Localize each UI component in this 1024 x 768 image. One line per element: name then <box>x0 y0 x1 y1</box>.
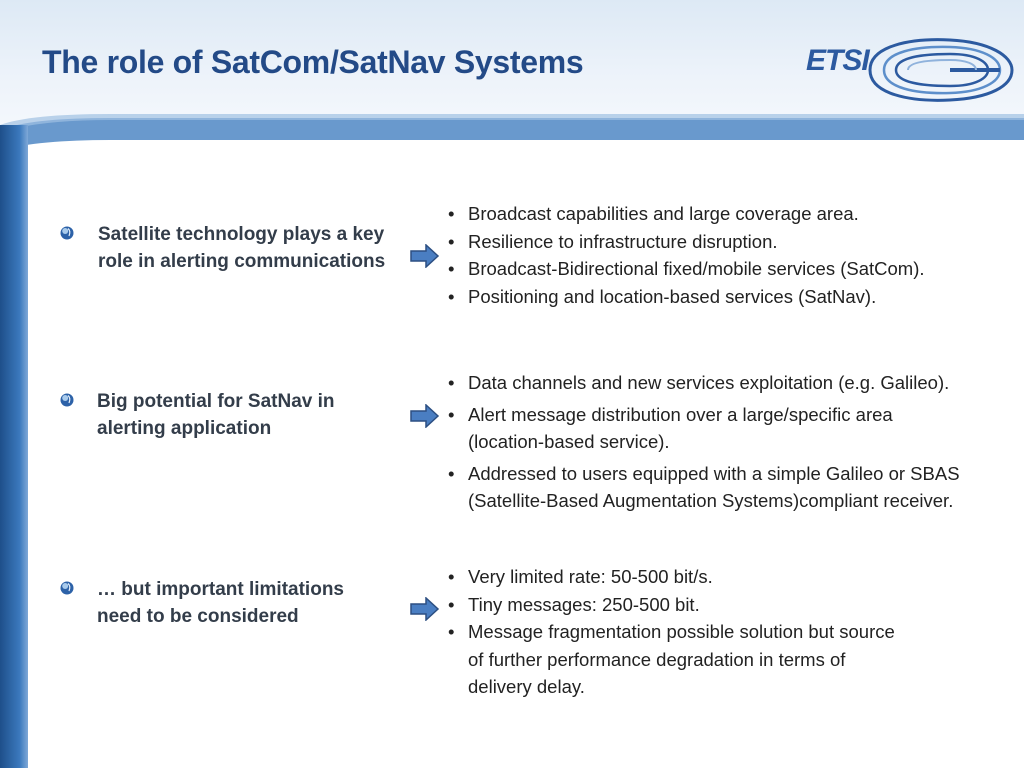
right-arrow-icon <box>410 404 440 428</box>
detail-list-1 <box>448 200 1018 310</box>
detail-item: • Addressed to users equipped with a simple Galileo or SBAS (Satellite-Based Augmentation Systems)compliant receiver. <box>448 460 998 515</box>
detail-list-2 <box>448 369 1018 515</box>
globe-bullet-icon <box>60 393 74 407</box>
right-arrow-icon <box>410 244 440 268</box>
summary-text: Big potential for SatNav in alerting application <box>97 391 335 439</box>
globe-bullet-icon <box>60 226 74 240</box>
summary-point-2 <box>60 388 400 442</box>
slide-title: The role of SatCom/SatNav Systems <box>42 44 584 80</box>
detail-item: • Broadcast capabilities and large coverage area. <box>448 200 1018 228</box>
summary-point-3 <box>60 576 400 630</box>
right-arrow-icon <box>410 597 440 621</box>
detail-list-3 <box>448 563 1018 701</box>
summary-text: Satellite technology plays a key role in alerting communications <box>98 224 386 272</box>
etsi-logo-text: ETSI <box>806 44 869 77</box>
detail-item: • Message fragmentation possible solution but source of further performance degradation in terms of delivery delay. <box>448 618 908 701</box>
globe-bullet-icon <box>60 581 74 595</box>
detail-item: • Very limited rate: 50-500 bit/s. <box>448 563 1018 591</box>
detail-item: • Data channels and new services exploitation (e.g. Galileo). <box>448 369 1018 397</box>
left-accent-bar <box>0 125 28 768</box>
summary-point-1 <box>60 221 400 275</box>
detail-item: • Alert message distribution over a large/specific area (location-based service). <box>448 401 958 456</box>
detail-item: • Resilience to infrastructure disruption. <box>448 228 1018 256</box>
detail-item: • Positioning and location-based services (SatNav). <box>448 283 1018 311</box>
summary-text: … but important limitations need to be considered <box>97 579 344 627</box>
detail-item: • Tiny messages: 250-500 bit. <box>448 591 1018 619</box>
detail-item: • Broadcast-Bidirectional fixed/mobile services (SatCom). <box>448 255 1018 283</box>
